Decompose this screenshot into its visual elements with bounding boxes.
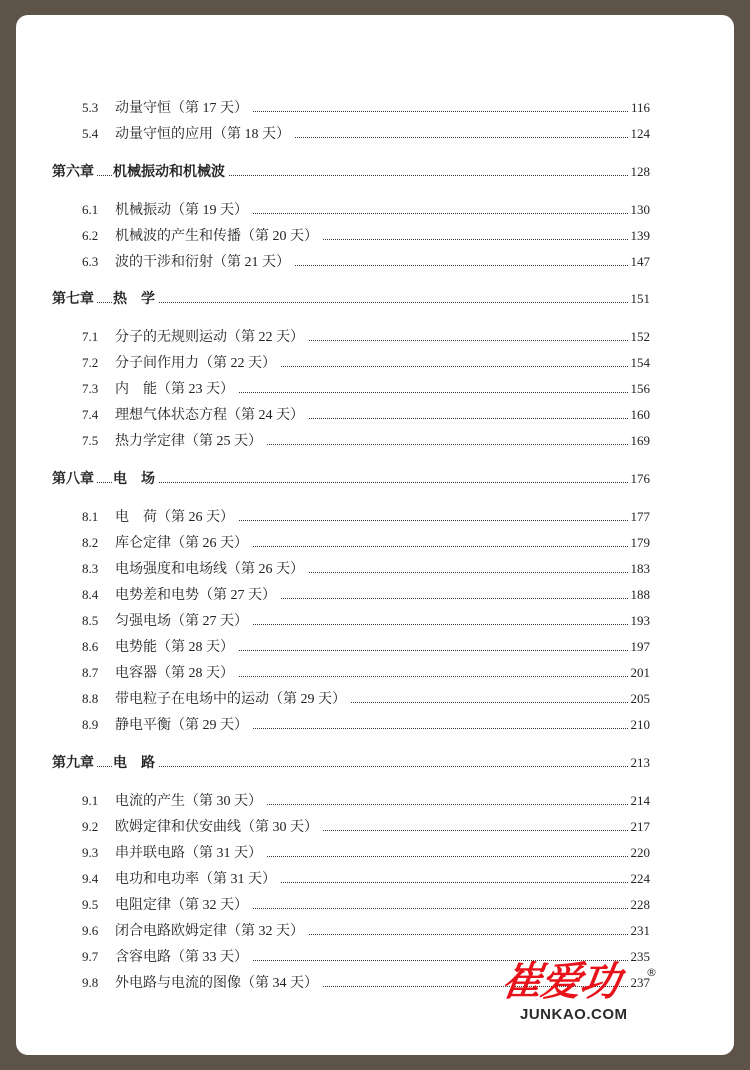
page-number: 176 xyxy=(628,468,651,490)
page-number: 152 xyxy=(628,326,651,348)
section-number: 6.2 xyxy=(82,228,99,243)
section-number: 9.3 xyxy=(82,845,99,860)
page-number: 214 xyxy=(628,790,651,812)
document-page xyxy=(16,15,734,1055)
chapter-label: 第六章 xyxy=(52,161,97,183)
section-title: 理想气体状态方程 xyxy=(115,407,227,423)
page-number: 235 xyxy=(628,946,651,968)
toc-section-entry[interactable] xyxy=(16,714,734,736)
section-number: 7.5 xyxy=(82,433,99,448)
section-title-wrap xyxy=(115,972,322,995)
toc-section-entry[interactable] xyxy=(16,404,734,426)
study-day: （第 26 天） xyxy=(157,510,234,525)
section-title-wrap xyxy=(115,404,308,427)
study-day: （第 29 天） xyxy=(171,718,248,733)
page-number: 179 xyxy=(628,532,651,554)
page-number: 220 xyxy=(628,842,651,864)
section-number: 9.8 xyxy=(82,975,99,990)
section-number: 7.3 xyxy=(82,381,99,396)
toc-section-entry[interactable] xyxy=(16,352,734,374)
chapter-title: 热 学 xyxy=(113,288,158,310)
section-title-wrap xyxy=(115,842,266,865)
study-day: （第 31 天） xyxy=(199,872,276,887)
section-title-wrap xyxy=(115,688,350,711)
section-number: 8.1 xyxy=(82,509,99,524)
section-title: 内 能 xyxy=(115,381,157,397)
section-title: 串并联电路 xyxy=(115,845,185,861)
section-title: 含容电路 xyxy=(115,949,171,965)
page-number: 177 xyxy=(628,506,651,528)
toc-section-entry[interactable] xyxy=(16,199,734,221)
toc-section-entry[interactable] xyxy=(16,225,734,247)
section-title-wrap xyxy=(115,251,294,274)
study-day: （第 18 天） xyxy=(213,127,290,142)
page-number: 224 xyxy=(628,868,651,890)
section-title-wrap xyxy=(115,558,308,581)
toc-section-entry[interactable] xyxy=(16,842,734,864)
section-title-wrap xyxy=(115,584,280,607)
section-title: 机械振动 xyxy=(115,202,171,218)
toc-section-entry[interactable] xyxy=(16,790,734,812)
toc-section-entry[interactable] xyxy=(16,326,734,348)
toc-chapter-entry[interactable] xyxy=(16,752,734,774)
section-title-wrap xyxy=(115,636,238,659)
study-day: （第 30 天） xyxy=(185,794,262,809)
study-day: （第 30 天） xyxy=(241,820,318,835)
page-number: 193 xyxy=(628,610,651,632)
section-title: 电流的产生 xyxy=(115,793,185,809)
section-number: 9.6 xyxy=(82,923,99,938)
section-title: 机械波的产生和传播 xyxy=(115,228,241,244)
section-title: 电势能 xyxy=(115,639,157,655)
section-title-wrap xyxy=(115,816,322,839)
page-number: 151 xyxy=(628,288,651,310)
study-day: （第 29 天） xyxy=(269,692,346,707)
toc-section-entry[interactable] xyxy=(16,558,734,580)
section-number: 6.1 xyxy=(82,202,99,217)
study-day: （第 20 天） xyxy=(241,229,318,244)
section-title: 分子间作用力 xyxy=(115,355,199,371)
toc-section-entry[interactable] xyxy=(16,868,734,890)
toc-section-entry[interactable] xyxy=(16,688,734,710)
section-title-wrap xyxy=(115,378,238,401)
page-number: 205 xyxy=(628,688,651,710)
section-title-wrap xyxy=(115,123,294,146)
section-number: 8.2 xyxy=(82,535,99,550)
study-day: （第 34 天） xyxy=(241,976,318,991)
study-day: （第 19 天） xyxy=(171,203,248,218)
section-title: 带电粒子在电场中的运动 xyxy=(115,691,269,707)
page-number: 183 xyxy=(628,558,651,580)
section-number: 5.4 xyxy=(82,126,99,141)
section-title: 波的干涉和衍射 xyxy=(115,254,213,270)
registered-mark: ® xyxy=(646,966,657,979)
study-day: （第 23 天） xyxy=(157,382,234,397)
study-day: （第 26 天） xyxy=(171,536,248,551)
section-number: 7.4 xyxy=(82,407,99,422)
section-title: 静电平衡 xyxy=(115,717,171,733)
section-number: 9.1 xyxy=(82,793,99,808)
section-number: 9.5 xyxy=(82,897,99,912)
section-title-wrap xyxy=(115,97,252,120)
study-day: （第 24 天） xyxy=(227,408,304,423)
toc-section-entry[interactable] xyxy=(16,662,734,684)
page-number: 188 xyxy=(628,584,651,606)
toc-chapter-entry[interactable] xyxy=(16,161,734,183)
study-day: （第 28 天） xyxy=(157,666,234,681)
section-title-wrap xyxy=(115,352,280,375)
page-number: 201 xyxy=(628,662,651,684)
study-day: （第 25 天） xyxy=(185,434,262,449)
study-day: （第 22 天） xyxy=(199,356,276,371)
toc-section-entry[interactable] xyxy=(16,816,734,838)
section-title: 库仑定律 xyxy=(115,535,171,551)
page-number: 156 xyxy=(628,378,651,400)
section-title: 电容器 xyxy=(115,665,157,681)
page-number: 231 xyxy=(628,920,651,942)
section-title-wrap xyxy=(115,946,252,969)
section-number: 7.1 xyxy=(82,329,99,344)
toc-section-entry[interactable] xyxy=(16,920,734,942)
study-day: （第 27 天） xyxy=(199,588,276,603)
section-number: 6.3 xyxy=(82,254,99,269)
chapter-title: 机械振动和机械波 xyxy=(113,161,228,183)
page-number: 124 xyxy=(628,123,651,145)
toc-section-entry[interactable] xyxy=(16,251,734,273)
section-number: 8.8 xyxy=(82,691,99,706)
study-day: （第 17 天） xyxy=(171,101,248,116)
chapter-title: 电 路 xyxy=(113,752,158,774)
section-title-wrap xyxy=(115,326,308,349)
toc-section-entry[interactable] xyxy=(16,430,734,452)
section-title-wrap xyxy=(115,225,322,248)
study-day: （第 21 天） xyxy=(213,255,290,270)
toc-section-entry[interactable] xyxy=(16,972,734,994)
section-title: 分子的无规则运动 xyxy=(115,329,227,345)
section-title-wrap xyxy=(115,532,252,555)
toc-section-entry[interactable] xyxy=(16,97,734,119)
study-day: （第 28 天） xyxy=(157,640,234,655)
section-title-wrap xyxy=(115,868,280,891)
page-number: 210 xyxy=(628,714,651,736)
page-number: 197 xyxy=(628,636,651,658)
toc-section-entry[interactable] xyxy=(16,378,734,400)
section-number: 8.4 xyxy=(82,587,99,602)
study-day: （第 27 天） xyxy=(171,614,248,629)
toc-chapter-entry[interactable] xyxy=(16,468,734,490)
page-number: 154 xyxy=(628,352,651,374)
toc-section-entry[interactable] xyxy=(16,610,734,632)
watermark-brand: 崔爱功 xyxy=(498,959,623,1005)
page-number: 213 xyxy=(628,752,651,774)
section-title-wrap xyxy=(115,506,238,529)
section-title: 电 荷 xyxy=(115,509,157,525)
section-number: 9.2 xyxy=(82,819,99,834)
section-title: 电阻定律 xyxy=(115,897,171,913)
section-number: 8.6 xyxy=(82,639,99,654)
study-day: （第 32 天） xyxy=(171,898,248,913)
page-number: 116 xyxy=(628,97,650,119)
toc-chapter-entry[interactable] xyxy=(16,288,734,310)
section-title-wrap xyxy=(115,894,252,917)
toc-section-entry[interactable] xyxy=(16,532,734,554)
chapter-label: 第七章 xyxy=(52,288,97,310)
toc-section-entry[interactable] xyxy=(16,584,734,606)
page-number: 160 xyxy=(628,404,651,426)
section-title: 闭合电路欧姆定律 xyxy=(115,923,227,939)
page-number: 169 xyxy=(628,430,651,452)
section-title: 欧姆定律和伏安曲线 xyxy=(115,819,241,835)
section-title: 热力学定律 xyxy=(115,433,185,449)
study-day: （第 32 天） xyxy=(227,924,304,939)
section-number: 8.3 xyxy=(82,561,99,576)
section-title-wrap xyxy=(115,790,266,813)
study-day: （第 33 天） xyxy=(171,950,248,965)
section-title: 动量守恒 xyxy=(115,100,171,116)
study-day: （第 22 天） xyxy=(227,330,304,345)
chapter-label: 第九章 xyxy=(52,752,97,774)
section-number: 9.4 xyxy=(82,871,99,886)
page-number: 130 xyxy=(628,199,651,221)
page-number: 147 xyxy=(628,251,651,273)
page-number: 217 xyxy=(628,816,651,838)
section-title-wrap xyxy=(115,714,252,737)
section-title-wrap xyxy=(115,610,252,633)
chapter-title: 电 场 xyxy=(113,468,158,490)
toc-section-entry[interactable] xyxy=(16,636,734,658)
toc-section-entry[interactable] xyxy=(16,946,734,968)
page-number: 139 xyxy=(628,225,651,247)
page-number: 237 xyxy=(628,972,651,994)
section-number: 8.7 xyxy=(82,665,99,680)
toc-section-entry[interactable] xyxy=(16,894,734,916)
study-day: （第 26 天） xyxy=(227,562,304,577)
page-number: 228 xyxy=(628,894,651,916)
section-title: 电场强度和电场线 xyxy=(115,561,227,577)
watermark-domain: JUNKAO.COM xyxy=(520,1006,628,1023)
toc-section-entry[interactable] xyxy=(16,123,734,145)
section-title: 电势差和电势 xyxy=(115,587,199,603)
section-title: 匀强电场 xyxy=(115,613,171,629)
toc-section-entry[interactable] xyxy=(16,506,734,528)
section-number: 7.2 xyxy=(82,355,99,370)
section-number: 8.9 xyxy=(82,717,99,732)
chapter-label: 第八章 xyxy=(52,468,97,490)
section-number: 8.5 xyxy=(82,613,99,628)
study-day: （第 31 天） xyxy=(185,846,262,861)
section-title: 外电路与电流的图像 xyxy=(115,975,241,991)
section-title-wrap xyxy=(115,920,308,943)
section-number: 9.7 xyxy=(82,949,99,964)
section-number: 5.3 xyxy=(82,100,99,115)
section-title-wrap xyxy=(115,662,238,685)
section-title-wrap xyxy=(115,430,266,453)
section-title: 电功和电功率 xyxy=(115,871,199,887)
section-title-wrap xyxy=(115,199,252,222)
page-number: 128 xyxy=(628,161,651,183)
section-title: 动量守恒的应用 xyxy=(115,126,213,142)
